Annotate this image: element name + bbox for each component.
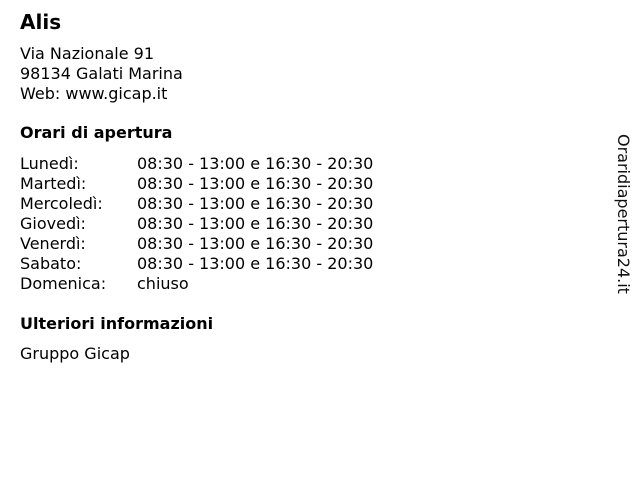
hours-row-monday <box>20 154 373 174</box>
site-watermark: Oraridiapertura24.it <box>614 134 633 294</box>
more-info-text: Gruppo Gicap <box>20 344 130 363</box>
opening-hours-heading: Orari di apertura <box>20 123 173 142</box>
more-info-heading: Ulteriori informazioni <box>20 314 214 333</box>
hours-value: 08:30 - 13:00 e 16:30 - 20:30 <box>137 154 374 173</box>
business-name: Alis <box>20 10 62 34</box>
opening-hours-table <box>20 154 373 294</box>
hours-row-tuesday <box>20 174 373 194</box>
website-text: Web: www.gicap.it <box>20 84 168 103</box>
day-label: Mercoledì: <box>20 194 103 213</box>
day-label: Venerdì: <box>20 234 86 253</box>
day-label: Domenica: <box>20 274 107 293</box>
address-street: Via Nazionale 91 <box>20 44 155 63</box>
day-label: Martedì: <box>20 174 87 193</box>
hours-value: 08:30 - 13:00 e 16:30 - 20:30 <box>137 254 374 273</box>
hours-value: 08:30 - 13:00 e 16:30 - 20:30 <box>137 214 374 233</box>
address-block <box>20 44 183 104</box>
day-label: Giovedì: <box>20 214 86 233</box>
hours-value: 08:30 - 13:00 e 16:30 - 20:30 <box>137 234 374 253</box>
address-city: 98134 Galati Marina <box>20 64 183 83</box>
hours-row-thursday <box>20 214 373 234</box>
day-label: Sabato: <box>20 254 82 273</box>
hours-row-saturday <box>20 254 373 274</box>
hours-row-sunday <box>20 274 373 294</box>
hours-value: 08:30 - 13:00 e 16:30 - 20:30 <box>137 194 374 213</box>
day-label: Lunedì: <box>20 154 79 173</box>
hours-value: 08:30 - 13:00 e 16:30 - 20:30 <box>137 174 374 193</box>
hours-row-friday <box>20 234 373 254</box>
hours-row-wednesday <box>20 194 373 214</box>
hours-value: chiuso <box>137 274 189 293</box>
